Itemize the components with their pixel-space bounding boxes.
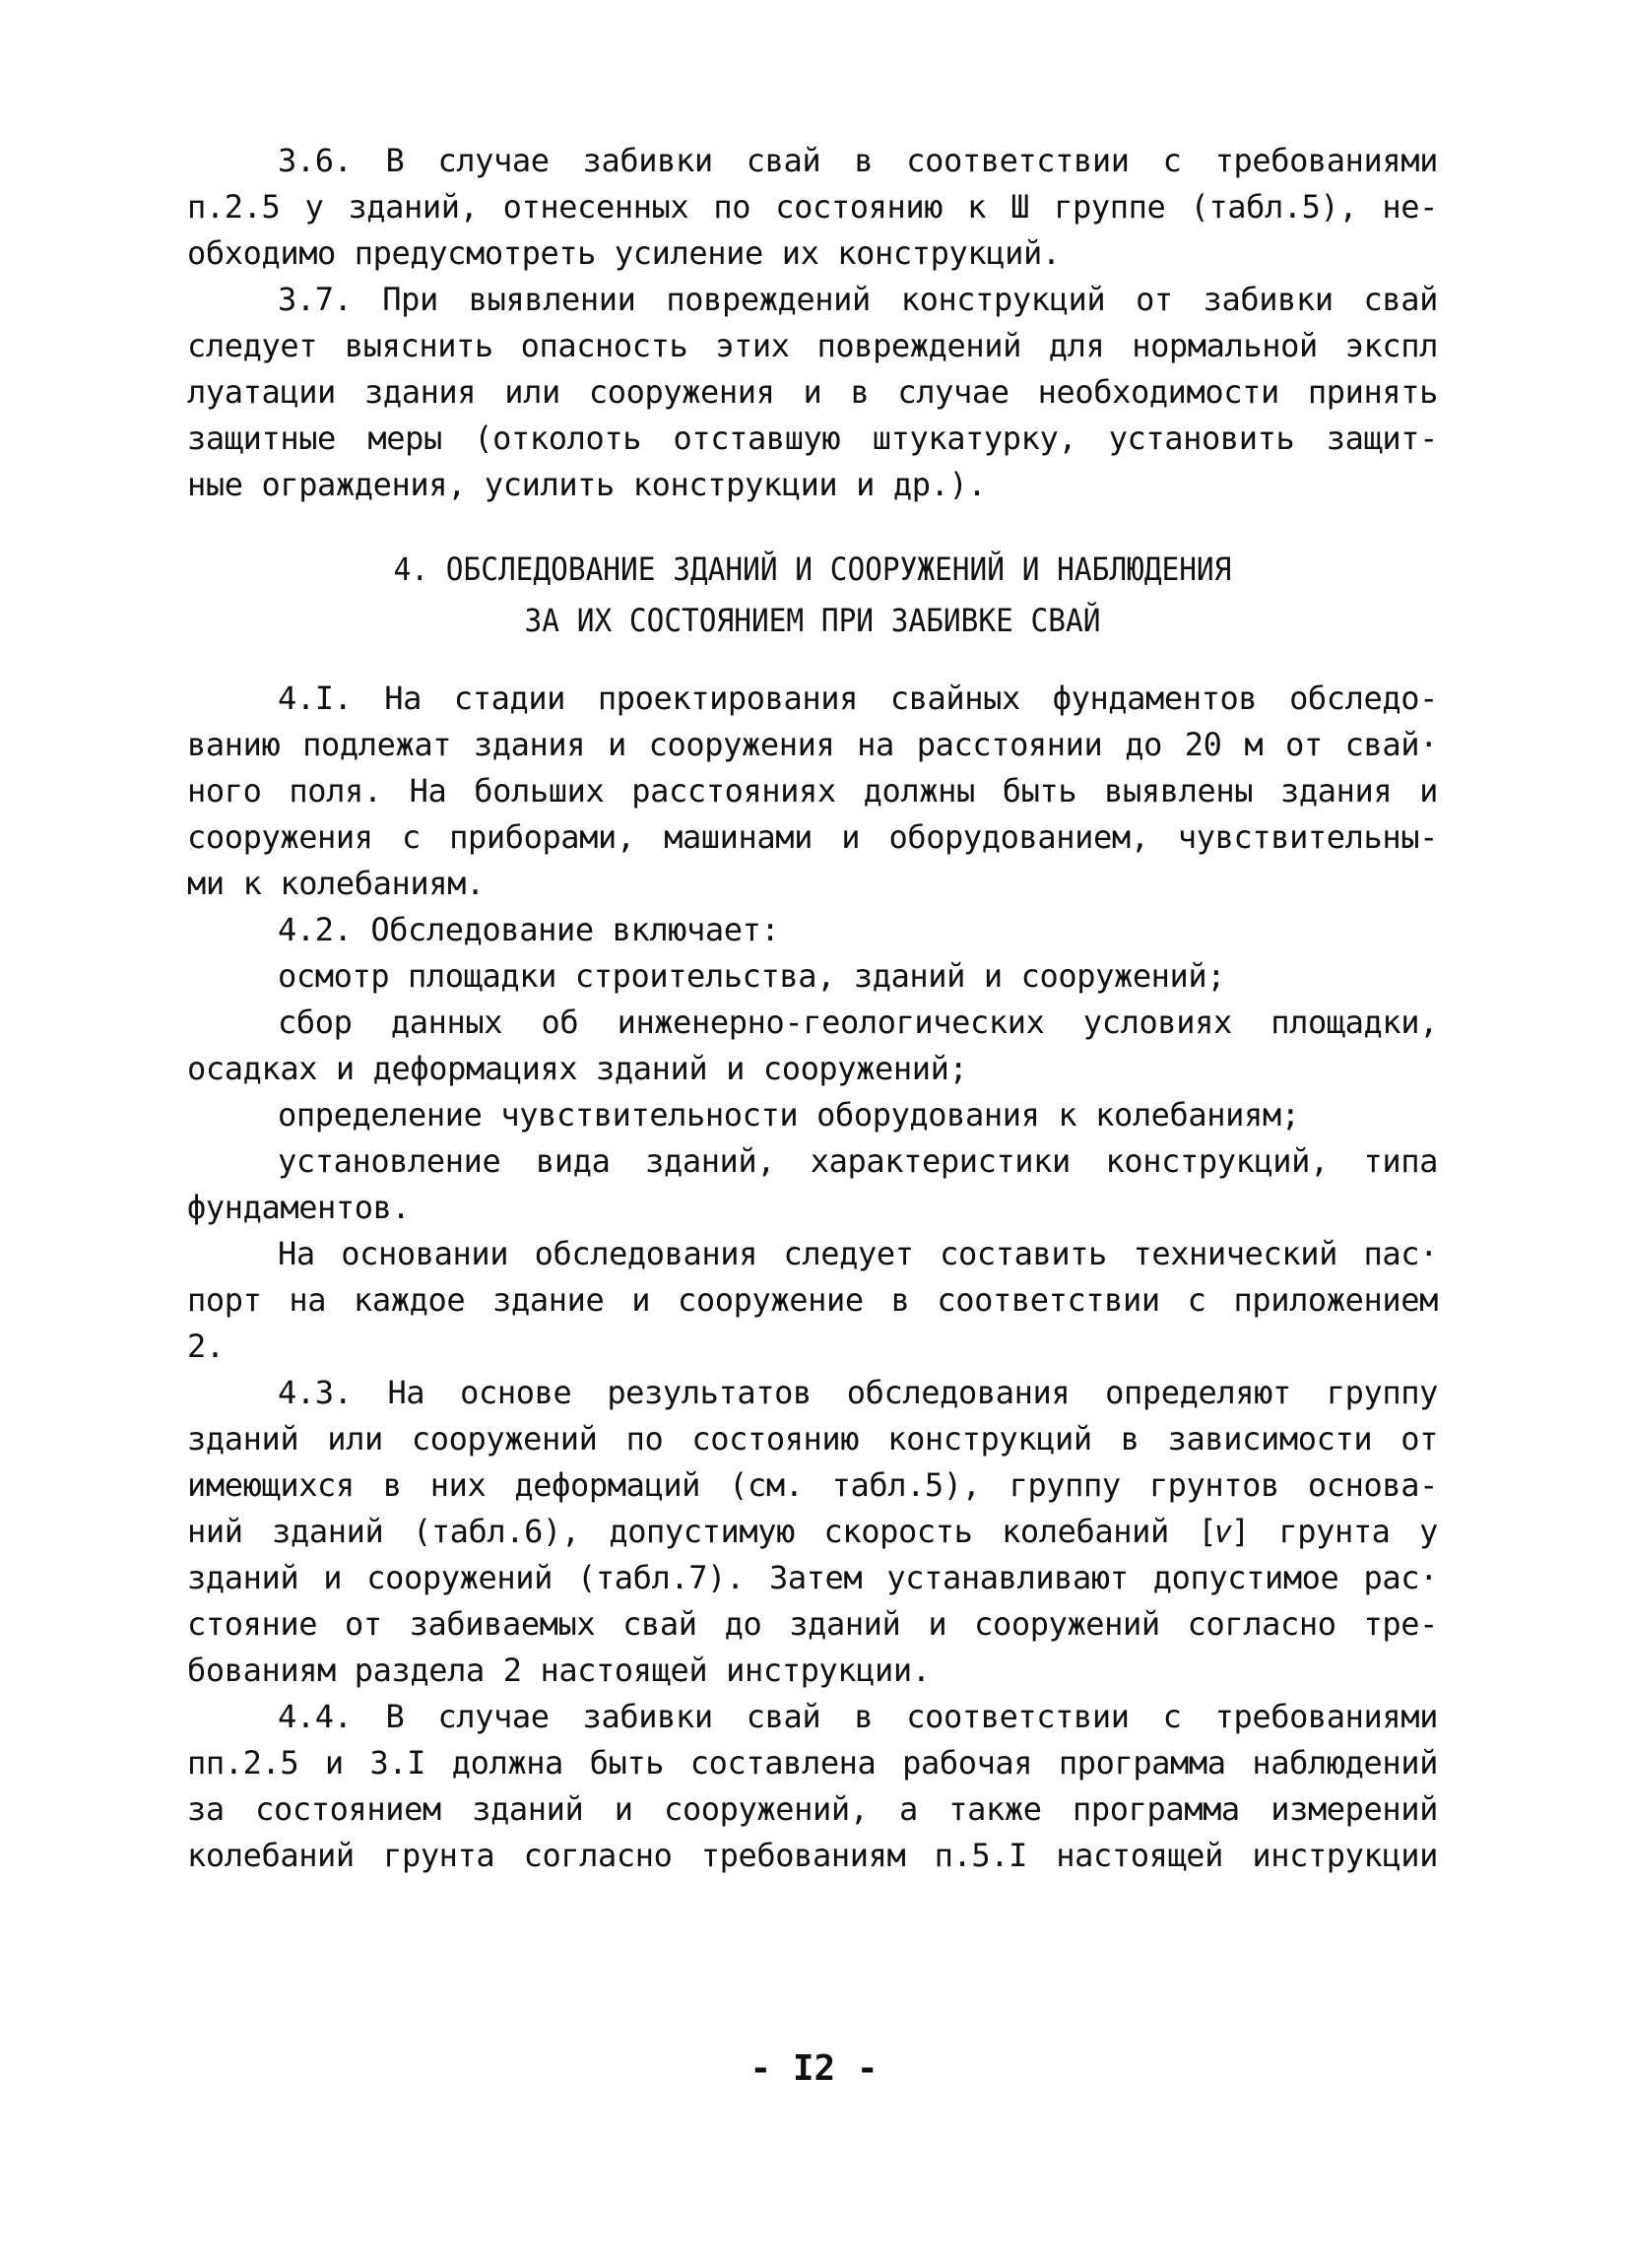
text-line: пп.2.5 и 3.I должна быть составлена рабочая программа наблюдений bbox=[187, 1744, 1438, 1782]
text-line: бованиям раздела 2 настоящей инструкции. bbox=[187, 1652, 931, 1689]
text-line: луатации здания или сооружения и в случае необходимости принять bbox=[187, 373, 1438, 411]
text-line: обходимо предусмотреть усиление их конструкций. bbox=[187, 234, 1061, 272]
text-line: имеющихся в них деформаций (см. табл.5), группу грунтов основа- bbox=[187, 1466, 1438, 1504]
list-item bbox=[187, 1138, 1438, 1231]
section-heading-line-1: 4. ОБСЛЕДОВАНИЕ ЗДАНИЙ И СООРУЖЕНИЙ И НАБЛЮДЕНИЯ bbox=[393, 551, 1232, 588]
text-line: п.2.5 у зданий, отнесенных по состоянию к Ш группе (табл.5), не- bbox=[187, 188, 1438, 226]
text-line: 3.6. В случае забивки свай в соответствии с требованиями bbox=[278, 142, 1438, 179]
spacer bbox=[187, 646, 1438, 676]
text-line: 4.4. В случае забивки свай в соответствии с требованиями bbox=[278, 1698, 1438, 1735]
spacer bbox=[187, 508, 1438, 544]
list-item bbox=[187, 1000, 1438, 1092]
text-line: ванию подлежат здания и сооружения на расстоянии до 20 м от свай· bbox=[187, 726, 1438, 763]
text-line: 3.7. При выявлении повреждений конструкций от забивки свай bbox=[278, 281, 1438, 318]
text-line: ми к колебаниям. bbox=[187, 865, 485, 902]
text-line: 4.3. На основе результатов обследования определяют группу bbox=[278, 1374, 1438, 1411]
text-line: 4.I. На стадии проектирования свайных фундаментов обследо- bbox=[278, 680, 1438, 717]
text-line: осадках и деформациях зданий и сооружений; bbox=[187, 1050, 968, 1087]
paragraph-4-3 bbox=[187, 1370, 1438, 1694]
paragraph-4-1 bbox=[187, 676, 1438, 907]
page-number: - I2 - bbox=[749, 2048, 879, 2089]
paragraph-4-4 bbox=[187, 1694, 1438, 1879]
paragraph-3-7 bbox=[187, 277, 1438, 508]
text-line: осмотр площадки строительства, зданий и сооружений; bbox=[278, 957, 1226, 995]
section-heading-line-2: ЗА ИХ СОСТОЯНИЕМ ПРИ ЗАБИВКЕ СВАЙ bbox=[524, 602, 1101, 639]
text-line: защитные меры (отколоть отставшую штукатурку, установить защит- bbox=[187, 420, 1438, 457]
text-line: установление вида зданий, характеристики конструкций, типа bbox=[278, 1142, 1438, 1180]
text-line: колебаний грунта согласно требованиям п.5.I настоящей инструкции bbox=[187, 1837, 1438, 1874]
text-line: сбор данных об инженерно-геологических условиях площадки, bbox=[278, 1004, 1438, 1041]
text-line: На основании обследования следует составить технический пас· bbox=[278, 1235, 1438, 1272]
text-line: стояние от забиваемых свай до зданий и сооружений согласно тре- bbox=[187, 1605, 1438, 1643]
text-line: ные ограждения, усилить конструкции и др.). bbox=[187, 466, 987, 503]
text-line: зданий и сооружений (табл.7). Затем устанавливают допустимое рас· bbox=[187, 1559, 1438, 1596]
paragraph-passport bbox=[187, 1231, 1438, 1370]
text-line: определение чувствительности оборудования к колебаниям; bbox=[278, 1096, 1300, 1134]
list-item bbox=[187, 953, 1438, 1000]
paragraph-4-2 bbox=[187, 907, 1438, 953]
text-line: порт на каждое здание и сооружение в соответствии с приложением bbox=[187, 1281, 1438, 1319]
text-line: фундаментов. bbox=[187, 1189, 411, 1226]
text-line: зданий или сооружений по состоянию конструкций в зависимости от bbox=[187, 1420, 1438, 1458]
text-line: 4.2. Обследование включает: bbox=[278, 911, 780, 948]
text-line: ний зданий (табл.6), допустимую скорость колебаний [𝑣] грунта у bbox=[187, 1513, 1438, 1550]
text-line: следует выяснить опасность этих повреждений для нормальной экспл bbox=[187, 327, 1438, 364]
text-line: сооружения с приборами, машинами и оборудованием, чувствительны- bbox=[187, 818, 1438, 856]
document-page bbox=[187, 138, 1438, 1879]
list-item bbox=[187, 1092, 1438, 1138]
text-line: за состоянием зданий и сооружений, а также программа измерений bbox=[187, 1790, 1438, 1828]
text-line: 2. bbox=[187, 1328, 225, 1365]
text-line: ного поля. На больших расстояниях должны быть выявлены здания и bbox=[187, 772, 1438, 810]
section-heading bbox=[187, 544, 1438, 646]
paragraph-3-6 bbox=[187, 138, 1438, 277]
